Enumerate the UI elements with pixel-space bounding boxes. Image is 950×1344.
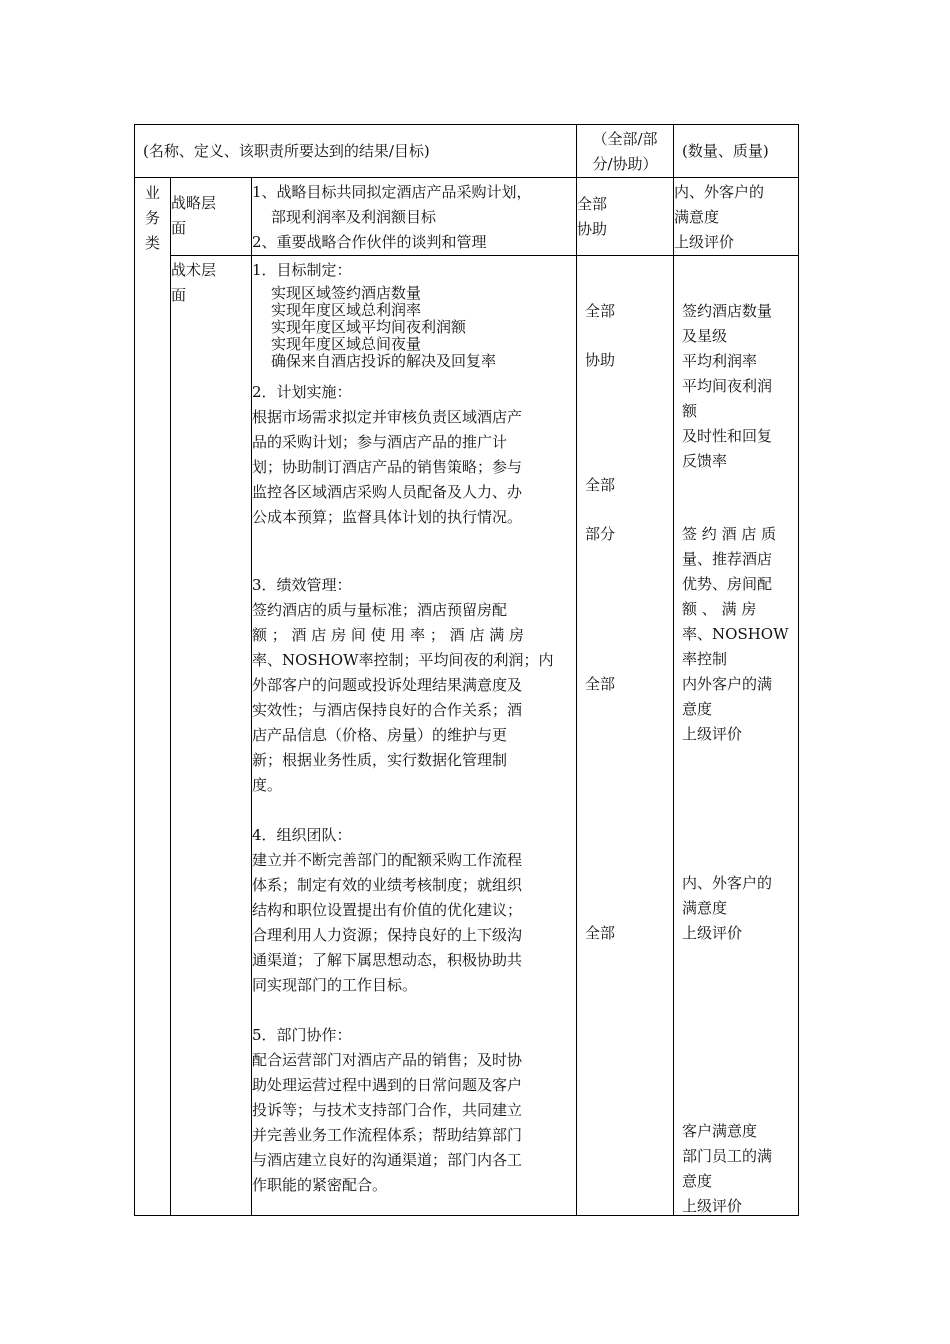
tactical-scope-3: 全部 [585, 476, 616, 494]
metric-3-line-3: 上级评价 [682, 924, 743, 942]
header-scope [577, 125, 674, 178]
header-row [135, 125, 799, 178]
tactical-row [135, 256, 799, 1216]
coop-line-3: 投诉等；与技术支持部门合作，共同建立 [252, 1101, 523, 1119]
perf-line-8: 度。 [252, 776, 283, 794]
strategic-label-line1: 战略层 [171, 194, 217, 212]
plan-line-1: 根据市场需求拟定并审核负责区域酒店产 [252, 408, 523, 426]
perf-line-7: 新；根据业务性质，实行数据化管理制 [252, 751, 508, 769]
goal-item-2: 实现年度区域总利润率 [271, 301, 422, 319]
metric-2-line-2: 量、推荐酒店 [682, 550, 773, 568]
team-line-5: 通渠道；了解下属思想动态，积极协助共 [252, 951, 523, 969]
metric-2-line-8: 意度 [682, 700, 713, 718]
metric-2-line-5: 率、NOSHOW [682, 625, 789, 643]
strategic-row [135, 178, 799, 256]
goal-items [252, 285, 576, 370]
strategic-duty-2: 2、重要战略合作伙伴的谈判和管理 [252, 233, 487, 251]
category-char-1: 业 [144, 184, 160, 202]
strategic-duties [252, 178, 577, 256]
strategic-metric-2: 满意度 [674, 208, 720, 226]
header-scope-line2: 分/协助） [592, 155, 658, 173]
team-line-2: 体系；制定有效的业绩考核制度；就组织 [252, 876, 523, 894]
perf-section [252, 548, 576, 798]
responsibility-table [134, 124, 799, 1216]
coop-title: 5．部门协作： [252, 1026, 352, 1044]
goal-item-5: 确保来自酒店投诉的解决及回复率 [271, 352, 497, 370]
metrics-group-4 [682, 1119, 772, 1219]
metric-2-line-4: 额 、 满 房 [682, 600, 757, 618]
team-line-4: 合理利用人力资源；保持良好的上下级沟 [252, 926, 523, 944]
perf-line-2: 额 ； 酒 店 房 间 使 用 率 ； 酒 店 满 房 [252, 626, 524, 644]
strategic-metric-3: 上级评价 [674, 233, 735, 251]
team-title: 4．组织团队： [252, 826, 352, 844]
header-description [135, 125, 577, 178]
tactical-duties [252, 256, 577, 1216]
strategic-duty-1-cont: 部现利润率及利润额目标 [271, 208, 437, 226]
category-char-3: 类 [144, 234, 160, 252]
metric-1-line-7: 反馈率 [682, 452, 728, 470]
header-metrics [674, 125, 799, 178]
metric-1-line-5: 额 [682, 402, 698, 420]
header-description-text: (名称、定义、该职责所要达到的结果/目标) [143, 141, 430, 160]
metric-4-line-4: 上级评价 [682, 1197, 743, 1215]
metric-2-line-7: 内外客户的满 [682, 675, 773, 693]
plan-line-2: 品的采购计划；参与酒店产品的推广计 [252, 433, 508, 451]
tactical-label-line1: 战术层 [171, 261, 217, 279]
coop-section [252, 998, 576, 1198]
plan-section [252, 380, 576, 530]
metric-1-line-6: 及时性和回复 [682, 427, 773, 445]
goal-section [252, 258, 576, 370]
metric-3-line-1: 内、外客户的 [682, 874, 773, 892]
metric-4-line-1: 客户满意度 [682, 1122, 758, 1140]
metric-1-line-2: 及星级 [682, 327, 728, 345]
strategic-label [171, 178, 252, 256]
metrics-group-2 [682, 522, 789, 747]
metrics-group-3 [682, 871, 772, 946]
strategic-metrics [674, 178, 799, 256]
metric-3-line-2: 满意度 [682, 899, 728, 917]
tactical-scope-4: 部分 [585, 525, 616, 543]
plan-title: 2．计划实施： [252, 383, 352, 401]
coop-line-5: 与酒店建立良好的沟通渠道；部门内各工 [252, 1151, 523, 1169]
metric-4-line-3: 意度 [682, 1172, 713, 1190]
goal-item-3: 实现年度区域平均间夜利润额 [271, 318, 467, 336]
tactical-scope-5: 全部 [585, 675, 616, 693]
header-scope-line1: （全部/部 [592, 130, 658, 148]
perf-line-1: 签约酒店的质与量标准；酒店预留房配 [252, 601, 508, 619]
perf-line-6: 店产品信息（价格、房量）的维护与更 [252, 726, 508, 744]
team-line-1: 建立并不断完善部门的配额采购工作流程 [252, 851, 523, 869]
goal-item-4: 实现年度区域总间夜量 [271, 335, 422, 353]
tactical-scope-6: 全部 [585, 924, 616, 942]
perf-line-3: 率、NOSHOW率控制；平均间夜的利润；内 [252, 651, 554, 669]
team-section [252, 798, 576, 998]
tactical-label-line2: 面 [171, 286, 187, 304]
tactical-label [171, 256, 252, 1216]
tactical-scope-2: 协助 [585, 351, 616, 369]
team-line-6: 同实现部门的工作目标。 [252, 976, 418, 994]
plan-line-5: 公成本预算；监督具体计划的执行情况。 [252, 508, 523, 526]
strategic-metric-1: 内、外客户的 [674, 183, 765, 201]
tactical-scope-1: 全部 [585, 302, 616, 320]
strategic-duty-1: 1、战略目标共同拟定酒店产品采购计划， [252, 183, 532, 201]
perf-line-4: 外部客户的问题或投诉处理结果满意度及 [252, 676, 523, 694]
perf-line-5: 实效性；与酒店保持良好的合作关系；酒 [252, 701, 523, 719]
plan-line-3: 划；协助制订酒店产品的销售策略；参与 [252, 458, 523, 476]
metric-1-line-3: 平均利润率 [682, 352, 758, 370]
strategic-label-line2: 面 [171, 219, 187, 237]
goal-title: 1．目标制定： [252, 261, 352, 279]
metric-1-line-1: 签约酒店数量 [682, 302, 773, 320]
plan-line-4: 监控各区域酒店采购人员配备及人力、办 [252, 483, 523, 501]
strategic-scope-2: 协助 [577, 220, 608, 238]
metric-2-line-1: 签 约 酒 店 质 [682, 525, 777, 543]
category-cell [135, 178, 171, 1216]
metric-2-line-9: 上级评价 [682, 725, 743, 743]
metric-4-line-2: 部门员工的满 [682, 1147, 773, 1165]
metric-2-line-3: 优势、房间配 [682, 575, 773, 593]
goal-item-1: 实现区域签约酒店数量 [271, 284, 422, 302]
team-line-3: 结构和职位设置提出有价值的优化建议； [252, 901, 523, 919]
perf-title: 3．绩效管理： [252, 576, 352, 594]
metrics-group-1 [682, 299, 772, 474]
metric-1-line-4: 平均间夜利润 [682, 377, 773, 395]
coop-line-6: 作职能的紧密配合。 [252, 1176, 388, 1194]
header-metrics-text: (数量、质量) [682, 141, 769, 160]
coop-line-1: 配合运营部门对酒店产品的销售；及时协 [252, 1051, 523, 1069]
strategic-scope-1: 全部 [577, 195, 608, 213]
coop-line-2: 助处理运营过程中遇到的日常问题及客户 [252, 1076, 523, 1094]
tactical-scope [577, 256, 674, 1216]
metric-2-line-6: 率控制 [682, 650, 728, 668]
coop-line-4: 并完善业务工作流程体系；帮助结算部门 [252, 1126, 523, 1144]
strategic-scope [577, 178, 674, 256]
tactical-metrics [674, 256, 799, 1216]
category-char-2: 务 [144, 209, 160, 227]
